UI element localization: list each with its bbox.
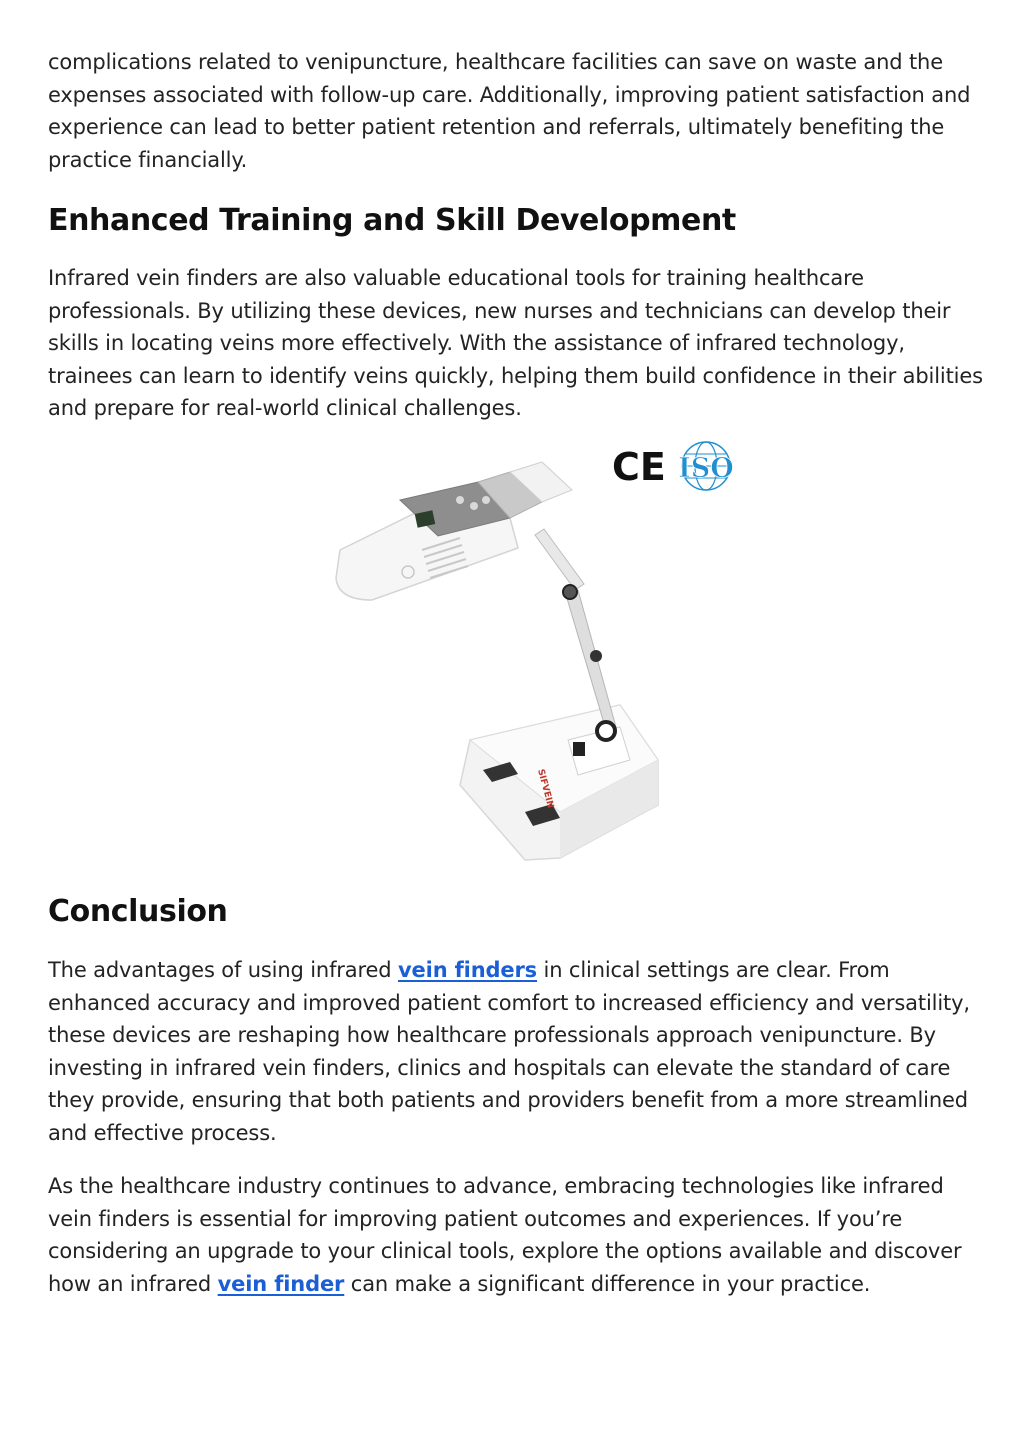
conclusion-p2-text-after: can make a significant difference in your practice.	[344, 1271, 871, 1296]
conclusion-p1-text-before: The advantages of using infrared	[48, 958, 399, 982]
vein-finder-device-illustration	[320, 440, 760, 870]
conclusion-p1-text-after: in clinical settings are clear. From enhanced accuracy and improved patient comfort to increased efficiency and versatility, these devices are reshaping how healthcare professionals approach venipuncture. By investing in infrared vein finders, clinics and hospitals can elevate the standard of care they provide, ensuring that both patients and providers benefit from a more streamlined and effective process.	[48, 958, 970, 1145]
device-base	[460, 705, 658, 860]
device-arm	[535, 529, 616, 740]
iso-mark: ISO	[678, 453, 734, 484]
brand-logo-text: SIFVEIN	[535, 768, 556, 810]
conclusion-heading: Conclusion	[48, 894, 228, 929]
intro-paragraph: complications related to venipuncture, healthcare facilities can save on waste and the expenses associated with follow-up care. Additionally, improving patient satisfaction and experience can lead to better patient retention and referrals, ultimately benefiting the practice financially.	[48, 50, 971, 172]
conclusion-paragraph-2	[48, 1170, 988, 1300]
conclusion-p2-text-before: As the healthcare industry continues to advance, embracing technologies like infrared vein finders is essential for improving patient outcomes and experiences. If you’re considering an upgrade to your clinical tools, explore the options available and discover how an infrared	[48, 1174, 962, 1296]
device-head	[336, 462, 572, 600]
ce-mark: CE	[612, 445, 666, 489]
training-heading: Enhanced Training and Skill Development	[48, 203, 736, 238]
vein-finder-image	[320, 440, 760, 870]
training-paragraph: Infrared vein finders are also valuable educational tools for training healthcare professionals. By utilizing these devices, new nurses and technicians can develop their skills in locating veins more effectively. With the assistance of infrared technology, trainees can learn to identify veins quickly, helping them build confidence in their abilities and prepare for real-world clinical challenges.	[48, 266, 983, 421]
vein-finder-link[interactable]: vein finder	[217, 1271, 345, 1296]
vein-finders-link[interactable]: vein finders	[398, 958, 538, 982]
conclusion-paragraph-1	[48, 954, 988, 1150]
